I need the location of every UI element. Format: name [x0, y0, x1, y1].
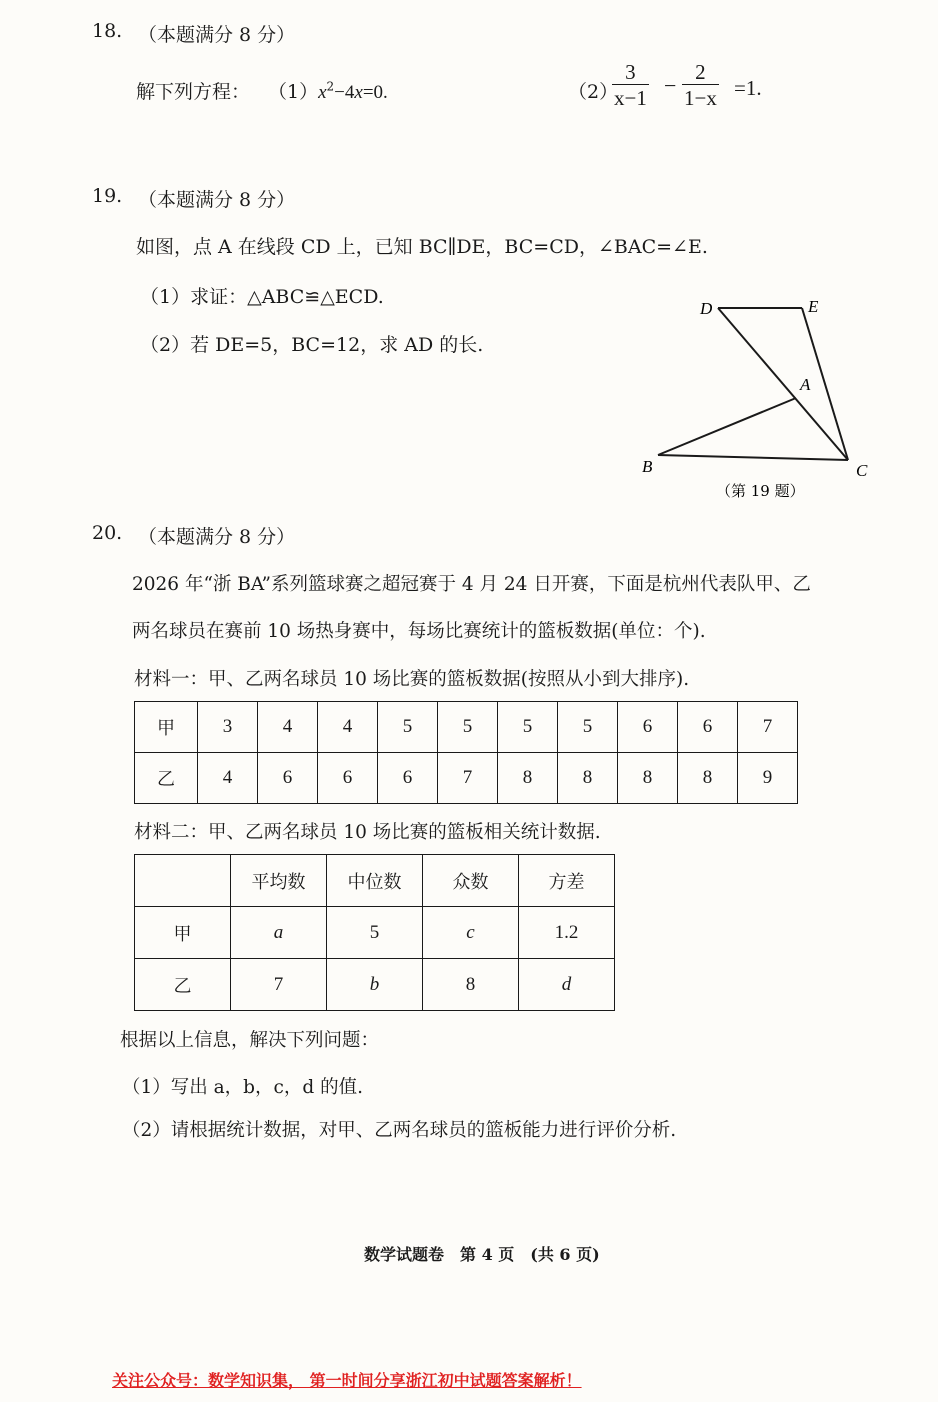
- q18-exponent: 2: [326, 79, 335, 94]
- table-header-mode: 众数: [423, 855, 519, 907]
- table-cell: 5: [378, 702, 438, 753]
- q20-part2: （2）请根据统计数据，对甲、乙两名球员的篮板能力进行评价分析.: [122, 1120, 677, 1141]
- row-label: 乙: [135, 753, 198, 804]
- table-cell: 5: [327, 907, 423, 959]
- table-cell: 6: [678, 702, 738, 753]
- table-cell: 8: [618, 753, 678, 804]
- q18-score: （本题满分 8 分）: [138, 24, 296, 46]
- table-cell: 4: [198, 753, 258, 804]
- q20-intro-line-1: 2026 年“浙 BA”系列篮球赛之超冠赛于 4 月 24 日开赛，下面是杭州代表队甲、乙: [132, 574, 811, 595]
- table-header-mean: 平均数: [231, 855, 327, 907]
- table-cell: 4: [258, 702, 318, 753]
- table-cell: 3: [198, 702, 258, 753]
- table-cell: 7: [738, 702, 798, 753]
- row-label: 甲: [135, 702, 198, 753]
- table-header-row: [135, 855, 615, 907]
- page-footer: 数学试题卷 第 4 页 (共 6 页): [364, 1245, 600, 1264]
- table-cell: 9: [738, 753, 798, 804]
- q20-score: （本题满分 8 分）: [138, 526, 296, 548]
- table-cell: 5: [558, 702, 618, 753]
- table-row: [135, 753, 798, 804]
- q19-number: 19.: [92, 185, 123, 207]
- q18-minus: −: [664, 73, 677, 98]
- table-cell: 4: [318, 702, 378, 753]
- q18-part2-label: （2）: [568, 81, 619, 103]
- q19-stem: 如图，点 A 在线段 CD 上，已知 BC∥DE，BC=CD，∠BAC=∠E.: [136, 236, 708, 258]
- table-header-median: 中位数: [327, 855, 423, 907]
- segment-bc: [658, 455, 848, 460]
- table-cell: a: [231, 907, 327, 959]
- q20-material-1: 材料一：甲、乙两名球员 10 场比赛的篮板数据(按照从小到大排序).: [134, 669, 690, 690]
- table-cell: 7: [438, 753, 498, 804]
- table-cell: 8: [558, 753, 618, 804]
- q20-followup: 根据以上信息，解决下列问题：: [120, 1030, 380, 1051]
- q18-part1-label: （1）: [268, 81, 319, 103]
- figure-caption: （第 19 题）: [716, 482, 805, 500]
- label-d: D: [700, 299, 713, 318]
- q20-intro-line-2: 两名球员在赛前 10 场热身赛中，每场比赛统计的篮板数据(单位：个).: [132, 621, 706, 642]
- q20-material-2: 材料二：甲、乙两名球员 10 场比赛的篮板相关统计数据.: [134, 822, 601, 843]
- table-cell: 8: [423, 959, 519, 1011]
- table-cell: 1.2: [519, 907, 615, 959]
- fraction-2-numerator: 2: [695, 60, 706, 84]
- q19-part1: （1）求证：△ABC≌△ECD.: [140, 286, 384, 308]
- table-row: [135, 702, 798, 753]
- table-cell: c: [423, 907, 519, 959]
- table-cell: d: [519, 959, 615, 1011]
- table-cell: 6: [618, 702, 678, 753]
- q19-score: （本题满分 8 分）: [138, 189, 296, 211]
- q18-part1: [268, 77, 388, 104]
- table-header-variance: 方差: [519, 855, 615, 907]
- table-row: [135, 959, 615, 1011]
- table-cell: b: [327, 959, 423, 1011]
- statistics-table: [134, 854, 615, 1011]
- q18-var-x: x: [318, 82, 327, 103]
- label-e: E: [808, 297, 819, 316]
- q18-term: −4: [334, 82, 355, 103]
- table-cell: 8: [678, 753, 738, 804]
- q19-figure: [630, 290, 890, 510]
- rebound-data-table: [134, 701, 798, 804]
- table-cell: 6: [318, 753, 378, 804]
- q19-part2: （2）若 DE=5，BC=12，求 AD 的长.: [140, 334, 484, 356]
- table-cell: 7: [231, 959, 327, 1011]
- fraction-2-denominator: 1−x: [684, 86, 717, 110]
- q18-fraction-2: [682, 60, 719, 111]
- table-header-empty: [135, 855, 231, 907]
- q18-fraction-1: [612, 60, 649, 111]
- q20-part1: （1）写出 a，b，c，d 的值.: [122, 1077, 363, 1098]
- q20-number: 20.: [92, 522, 123, 544]
- q18-var-x2: x: [354, 82, 363, 103]
- segment-dc: [718, 308, 848, 460]
- row-label: 甲: [135, 907, 231, 959]
- fraction-1-denominator: x−1: [614, 86, 647, 110]
- table-cell: 5: [498, 702, 558, 753]
- q18-number: 18.: [92, 20, 123, 42]
- fraction-1-numerator: 3: [625, 60, 636, 84]
- q18-rhs: =0.: [362, 82, 388, 103]
- table-cell: 5: [438, 702, 498, 753]
- table-cell: 6: [258, 753, 318, 804]
- table-cell: 6: [378, 753, 438, 804]
- q18-equals-one: =1.: [734, 76, 762, 100]
- label-a: A: [800, 375, 811, 394]
- segment-ba: [658, 398, 796, 455]
- promo-banner: 关注公众号：数学知识集， 第一时间分享浙江初中试题答案解析！: [112, 1371, 582, 1390]
- q18-prompt: 解下列方程：: [136, 81, 251, 103]
- row-label: 乙: [135, 959, 231, 1011]
- label-b: B: [642, 457, 653, 476]
- label-c: C: [856, 461, 868, 480]
- table-row: [135, 907, 615, 959]
- table-cell: 8: [498, 753, 558, 804]
